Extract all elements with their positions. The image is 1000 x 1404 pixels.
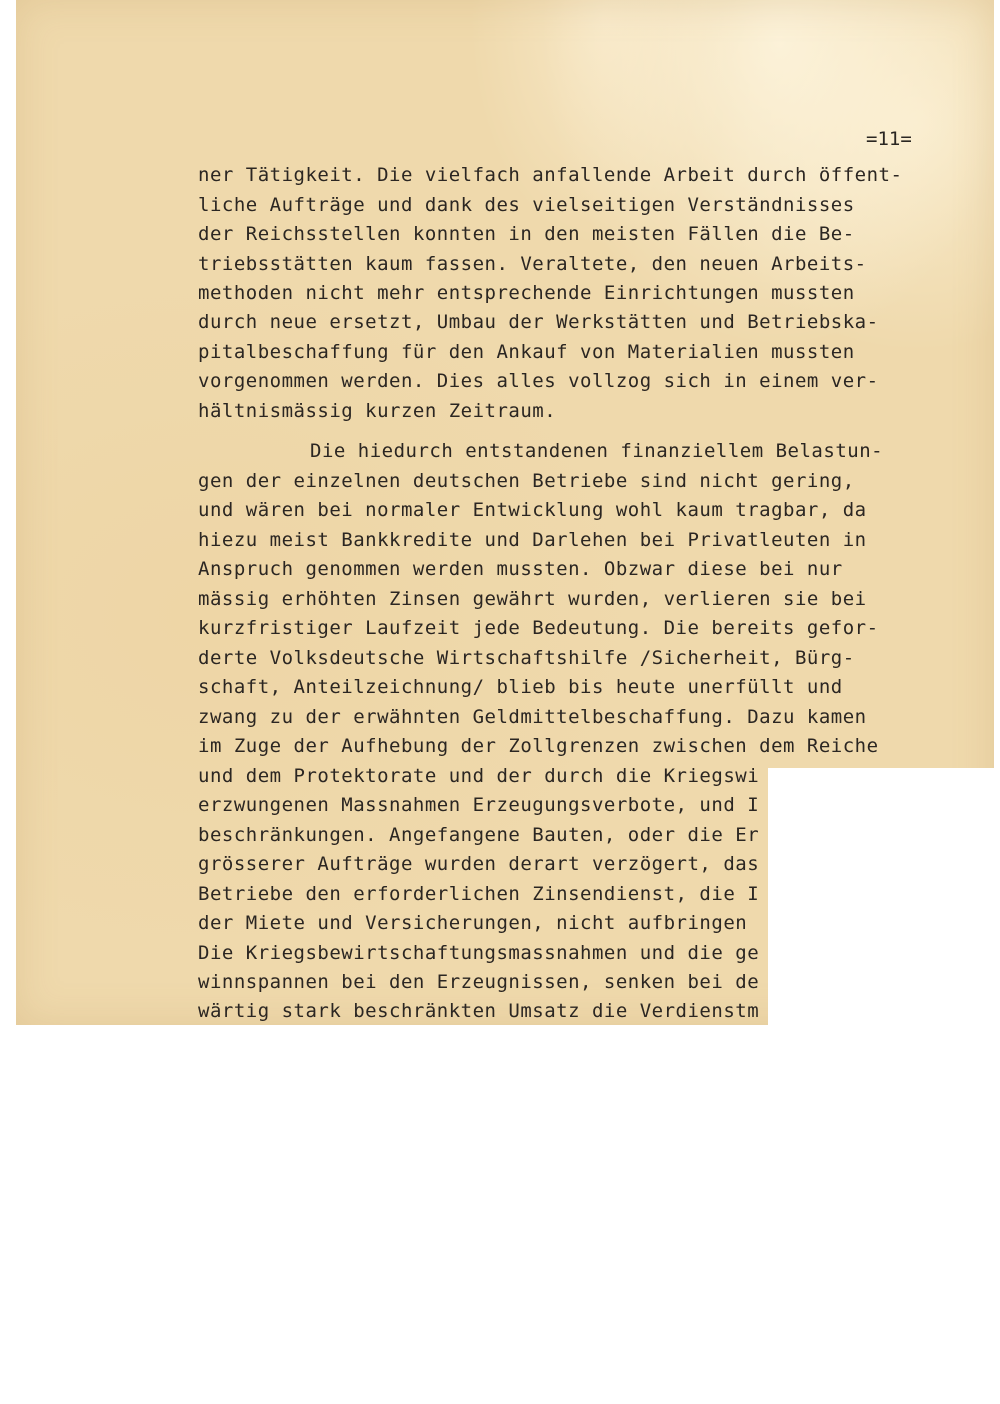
- text-line: und dem Protektorate und der durch die Kriegswi: [198, 765, 760, 787]
- text-line: erzwungenen Massnahmen Erzeugungsverbote, und I: [198, 794, 760, 816]
- text-line: der Miete und Versicherungen, nicht aufbringen: [198, 912, 748, 934]
- text-line: pitalbeschaffung für den Ankauf von Materialien mussten: [198, 341, 855, 363]
- text-line: Die Kriegsbewirtschaftungsmassnahmen und die ge: [198, 942, 760, 964]
- page-number: =11=: [866, 128, 912, 150]
- text-line: derte Volksdeutsche Wirtschaftshilfe /Sicherheit, Bürg-: [198, 647, 855, 669]
- text-line: gen der einzelnen deutschen Betriebe sind nicht gering,: [198, 470, 855, 492]
- text-line: beschränkungen. Angefangene Bauten, oder die Er: [198, 824, 760, 846]
- text-line: liche Aufträge und dank des vielseitigen Verständnisses: [198, 194, 855, 216]
- text-line: ner Tätigkeit. Die vielfach anfallende Arbeit durch öffent-: [198, 164, 903, 186]
- text-line: kurzfristiger Laufzeit jede Bedeutung. Die bereits gefor-: [198, 617, 879, 639]
- text-line: hältnismässig kurzen Zeitraum.: [198, 400, 557, 422]
- text-line: vorgenommen werden. Dies alles vollzog sich in einem ver-: [198, 370, 879, 392]
- text-line: hiezu meist Bankkredite und Darlehen bei Privatleuten in: [198, 529, 867, 551]
- text-line: im Zuge der Aufhebung der Zollgrenzen zwischen dem Reiche: [198, 735, 879, 757]
- text-line: durch neue ersetzt, Umbau der Werkstätten und Betriebska-: [198, 311, 879, 333]
- text-line: wärtig stark beschränkten Umsatz die Verdienstm: [198, 1000, 760, 1022]
- text-line: und wären bei normaler Entwicklung wohl kaum tragbar, da: [198, 499, 867, 521]
- text-line: grösserer Aufträge wurden derart verzögert, das: [198, 853, 760, 875]
- text-line: Betriebe den erforderlichen Zinsendienst, die I: [198, 883, 760, 905]
- text-line: der Reichsstellen konnten in den meisten Fällen die Be-: [198, 223, 855, 245]
- text-line: methoden nicht mehr entsprechende Einrichtungen mussten: [198, 282, 855, 304]
- text-line: Anspruch genommen werden mussten. Obzwar diese bei nur: [198, 558, 843, 580]
- text-line: triebsstätten kaum fassen. Veraltete, den neuen Arbeits-: [198, 253, 867, 275]
- text-line: winnspannen bei den Erzeugnissen, senken bei de: [198, 971, 760, 993]
- text-line: Die hiedurch entstandenen finanziellem Belastun-: [310, 440, 884, 462]
- text-line: zwang zu der erwähnten Geldmittelbeschaffung. Dazu kamen: [198, 706, 867, 728]
- text-line: schaft, Anteilzeichnung/ blieb bis heute unerfüllt und: [198, 676, 843, 698]
- text-line: mässig erhöhten Zinsen gewährt wurden, verlieren sie bei: [198, 588, 867, 610]
